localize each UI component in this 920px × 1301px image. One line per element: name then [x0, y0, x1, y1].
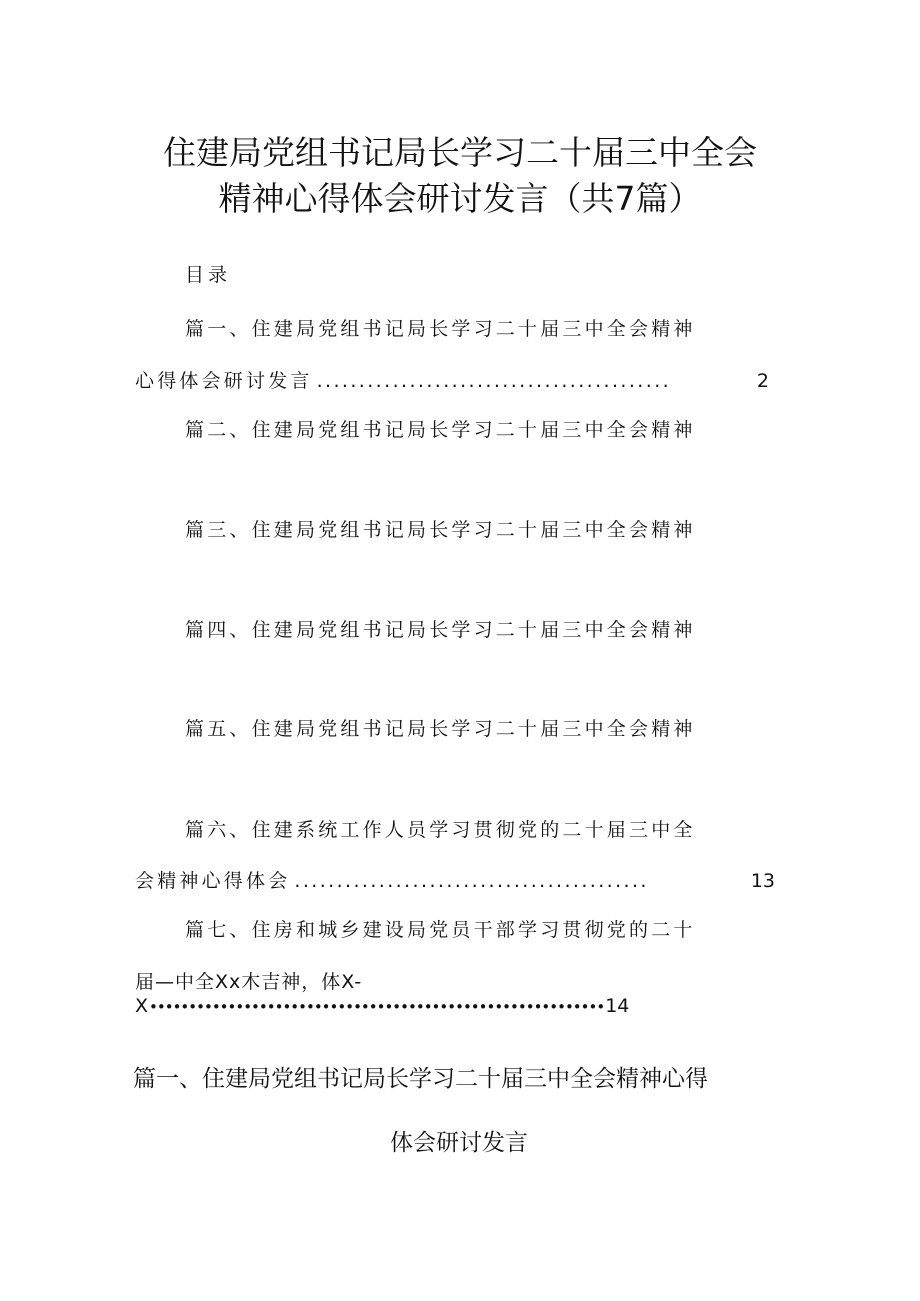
toc-entry-7-text-start: X [135, 995, 149, 1017]
toc-entry-6-page: 13 [750, 870, 775, 892]
section-heading-line-1: 篇一、住建局党组书记局长学习二十届三中全会精神心得 [133, 1066, 708, 1092]
toc-entry-7-page: 14 [605, 995, 630, 1017]
toc-entry-7-leader: •••••••••••••••••••••••••••••••••••••••••••••••••••••••••• [149, 998, 605, 1016]
toc-entry-1-text: 心得体会研讨发言 [135, 370, 313, 392]
toc-entry-2[interactable]: 篇二、住建局党组书记局长学习二十届三中全会精神 [185, 419, 696, 441]
toc-entry-1-line-1[interactable]: 篇一、住建局党组书记局长学习二十届三中全会精神 [185, 318, 696, 340]
toc-entry-6-line-1[interactable]: 篇六、住建系统工作人员学习贯彻党的二十届三中全 [185, 819, 696, 841]
toc-entry-7-line-3[interactable] [135, 995, 630, 1017]
toc-entry-4[interactable]: 篇四、住建局党组书记局长学习二十届三中全会精神 [185, 619, 696, 641]
toc-entry-5[interactable]: 篇五、住建局党组书记局长学习二十届三中全会精神 [185, 718, 696, 740]
toc-entry-7-line-1[interactable]: 篇七、住房和城乡建设局党员干部学习贯彻党的二十 [185, 919, 696, 941]
toc-entry-3[interactable]: 篇三、住建局党组书记局长学习二十届三中全会精神 [185, 519, 696, 541]
section-heading-line-2: 体会研讨发言 [390, 1130, 528, 1156]
toc-entry-1-leader: .......................................... [316, 370, 672, 392]
document-title-line-2: 精神心得体会研讨发言（共7篇） [218, 179, 702, 218]
toc-label: 目录 [185, 264, 232, 286]
toc-entry-6-line-2[interactable] [135, 866, 775, 893]
document-title-line-1: 住建局党组书记局长学习二十届三中全会 [163, 133, 757, 172]
toc-entry-1-page: 2 [756, 370, 769, 392]
toc-entry-1-line-2[interactable] [135, 366, 769, 393]
toc-entry-7-line-2[interactable]: 届—中全Xx木吉神，体X- [135, 971, 363, 993]
toc-entry-6-text: 会精神心得体会 [135, 870, 291, 892]
toc-entry-6-leader: .......................................... [294, 870, 649, 892]
